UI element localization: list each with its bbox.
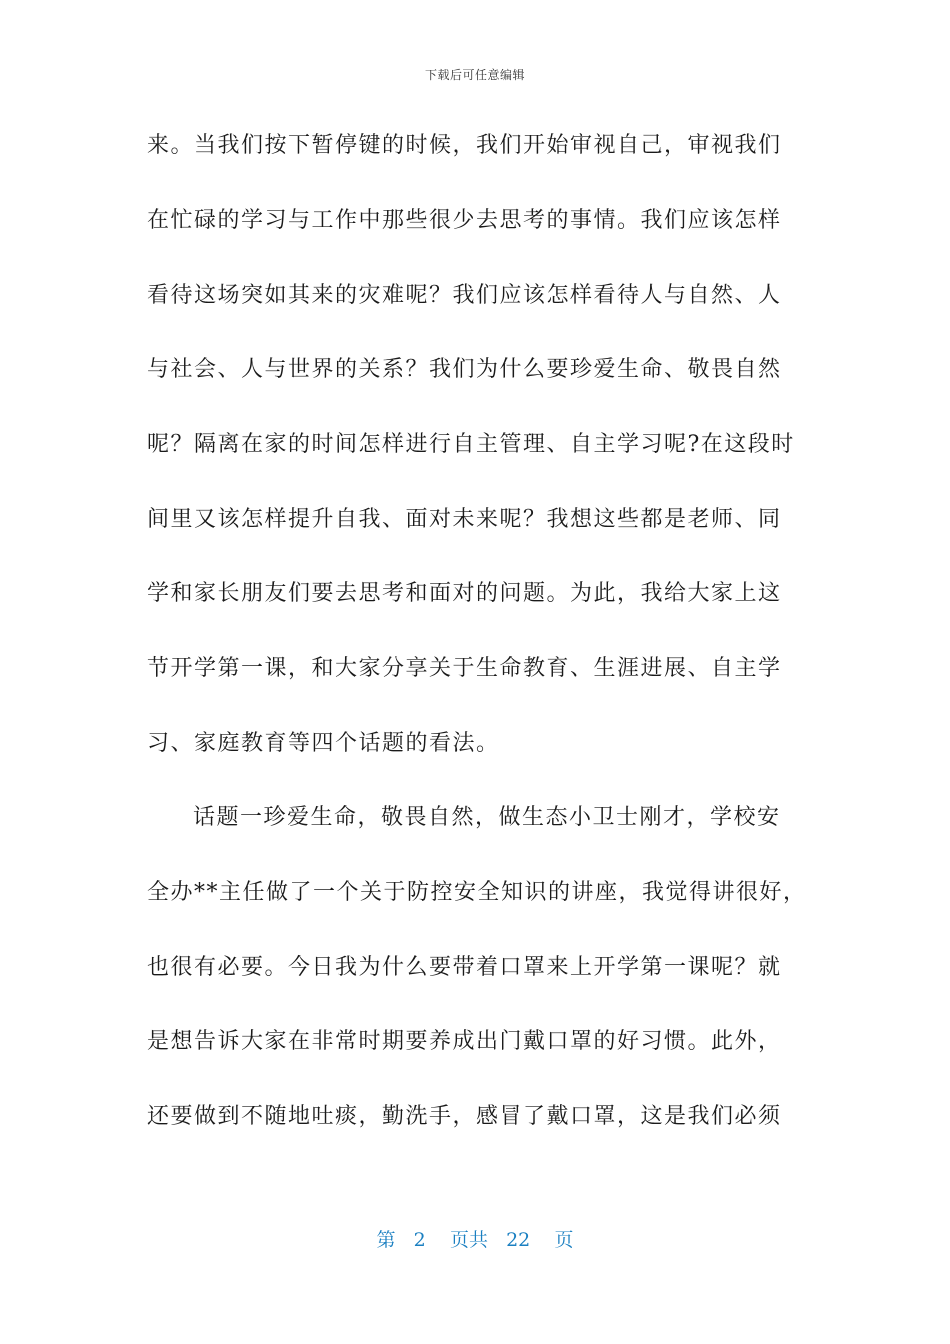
footer-page-number: 2: [413, 1229, 426, 1251]
text-line: 在忙碌的学习与工作中那些很少去思考的事情。我们应该怎样: [147, 208, 782, 233]
footer-middle: 页共: [449, 1229, 488, 1251]
footer-suffix: 页: [554, 1229, 574, 1251]
footer-total-pages: 22: [506, 1229, 531, 1251]
text-line: 间里又该怎样提升自我、面对未来呢？我想这些都是老师、同: [147, 507, 782, 532]
text-line: 习、家庭教育等四个话题的看法。: [147, 731, 500, 756]
text-line: 学和家长朋友们要去思考和面对的问题。为此，我给大家上这: [147, 581, 782, 606]
text-line: 也很有必要。今日我为什么要带着口罩来上开学第一课呢？就: [147, 955, 782, 980]
paragraph-first-line: 话题一珍爱生命，敬畏自然，做生态小卫士刚才，学校安: [193, 805, 781, 830]
page-header: 下载后可任意编辑: [424, 68, 525, 82]
text-line: 还要做到不随地吐痰，勤洗手，感冒了戴口罩，这是我们必须: [147, 1104, 782, 1129]
text-line: 节开学第一课，和大家分享关于生命教育、生涯进展、自主学: [147, 656, 782, 681]
text-line: 呢？隔离在家的时间怎样进行自主管理、自主学习呢?在这段时: [147, 432, 795, 457]
footer-prefix: 第: [376, 1229, 396, 1251]
text-line: 全办**主任做了一个关于防控安全知识的讲座，我觉得讲很好，: [147, 880, 807, 905]
page-footer: [0, 1225, 950, 1252]
text-line: 来。当我们按下暂停键的时候，我们开始审视自己，审视我们: [147, 133, 782, 158]
text-line: 看待这场突如其来的灾难呢？我们应该怎样看待人与自然、人: [147, 283, 782, 308]
text-line: 与社会、人与世界的关系？我们为什么要珍爱生命、敬畏自然: [147, 357, 782, 382]
text-line: 是想告诉大家在非常时期要养成出门戴口罩的好习惯。此外，: [147, 1029, 782, 1054]
